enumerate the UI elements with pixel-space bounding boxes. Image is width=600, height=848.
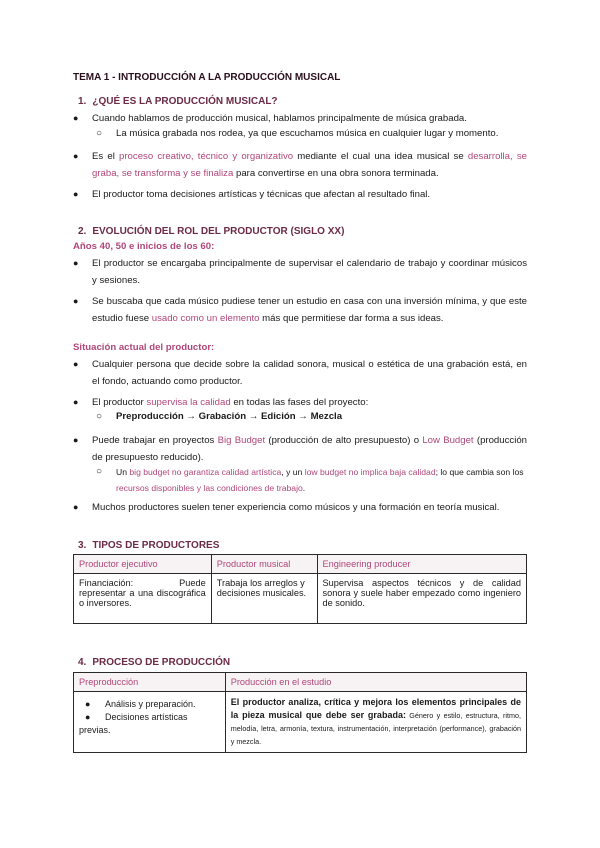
highlight: Big Budget [217,435,266,446]
circle-bullet-icon: ○ [96,128,103,139]
sub-bullet-text: Un big budget no garantiza calidad artística, y un low budget no implica baja calidad; lo que cambia son los recursos disponibles y las condiciones de trabajo. [116,467,524,493]
table-cell: Financiación: Puede representar a una discográfica o inversores. [74,574,212,624]
sub-list-item [96,409,526,425]
bullet-icon: ● [73,113,79,123]
list-item: ● Decisiones artísticas previas. [79,712,188,735]
list-item [73,110,527,127]
table-cell [74,692,226,753]
circle-bullet-icon: ○ [96,411,103,422]
section-4-title: PROCESO DE PRODUCCIÓN [92,657,231,668]
sub-bullet-text: La música grabada nos rodea, ya que escuchamos música en cualquier lugar y momento. [116,128,499,139]
sub-bullet-text: Preproducción → Grabación → Edición → Mezcla [116,411,343,422]
table-row [74,692,527,753]
bullet-icon: ● [73,359,79,369]
section-4-number: 4. [78,657,87,668]
bullet-text: Se buscaba que cada músico pudiese tener un estudio en casa con una inversión mínima, y que este estudio fuese usado como un elemento más que permitiese dar forma a sus ideas. [92,296,527,324]
table-cell: El productor analiza, crítica y mejora los elementos principales de la pieza musical que debe ser grabada: Género y estilo, estructura, ritmo, melodía, letra, armonía, textura, instrumentación, interpretación (performance), grabación y mezcla. [225,692,526,753]
section-3-title: TIPOS DE PRODUCTORES [92,540,220,551]
producer-types-table [73,554,527,624]
highlight: low budget no implica baja calidad [304,467,436,477]
highlight: recursos disponibles y las condiciones de trabajo [116,483,303,493]
list-item [73,293,527,327]
table-header-cell: Productor ejecutivo [74,555,212,574]
section-3-heading [78,540,219,551]
section-2-title: EVOLUCIÓN DEL ROL DEL PRODUCTOR (SIGLO XX) [92,226,345,237]
section-3-number: 3. [78,540,87,551]
bullet-icon: ● [73,258,79,268]
table-header-cell: Producción en el estudio [225,673,526,692]
table-header-cell: Productor musical [211,555,317,574]
bullet-icon: ● [73,296,79,306]
table-header-row [74,673,527,692]
bullet-icon: ● [73,435,79,445]
production-process-table [73,672,527,753]
bullet-icon: ● [73,151,79,161]
bullet-icon: ● [85,699,91,709]
table-header-cell: Engineering producer [317,555,526,574]
list-item [73,255,527,289]
table-row [74,574,527,624]
current-subheading: Situación actual del productor: [73,342,215,353]
bullet-icon: ● [73,189,79,199]
table-cell: Trabaja los arreglos y decisiones musicales. [211,574,317,624]
bullet-text: Cualquier persona que decide sobre la calidad sonora, musical o estética de una grabación está, en el fondo, actuando como productor. [92,359,527,387]
list-item [73,186,527,203]
highlight: supervisa la calidad [146,397,231,408]
sub-list-item [96,464,526,496]
bullet-text: Es el proceso creativo, técnico y organizativo mediante el cual una idea musical se desarrolla, se graba, se transforma y se finaliza para convertirse en una obra sonora terminada. [92,151,527,179]
table-header-cell: Preproducción [74,673,226,692]
table-header-row [74,555,527,574]
bullet-text: El productor se encargaba principalmente de supervisar el calendario de trabajo y coordinar músicos y sesiones. [92,258,527,286]
highlight: desarrolla, se graba, se transforma y se finaliza [92,151,527,179]
bullet-icon: ● [73,502,79,512]
bullet-text: Cuando hablamos de producción musical, hablamos principalmente de música grabada. [92,113,467,124]
table-cell: Supervisa aspectos técnicos y de calidad sonora y suele haber empezado como ingeniero de sonido. [317,574,526,624]
list-item [73,432,527,466]
list-item [73,499,527,516]
section-2-heading [78,226,344,237]
highlight: Low Budget [422,435,474,446]
bullet-icon: ● [73,397,79,407]
document-title: TEMA 1 - INTRODUCCIÓN A LA PRODUCCIÓN MUSICAL [73,72,341,83]
circle-bullet-icon: ○ [96,466,103,477]
list-item: ● Análisis y preparación. [79,698,220,711]
bullet-text: Muchos productores suelen tener experiencia como músicos y una formación en teoría musical. [92,502,500,513]
era-subheading: Años 40, 50 e inicios de los 60: [73,241,215,252]
section-1-heading [78,96,278,107]
highlight: big budget no garantiza calidad artística [129,467,282,477]
list-item [73,356,527,390]
bullet-text: Puede trabajar en proyectos Big Budget (producción de alto presupuesto) o Low Budget (producción de presupuesto reducido). [92,435,528,463]
section-2-number: 2. [78,226,87,237]
section-1-number: 1. [78,96,87,107]
sub-list-item [96,126,526,142]
bullet-text: El productor toma decisiones artísticas y técnicas que afectan al resultado final. [92,189,431,200]
section-1-title: ¿QUÉ ES LA PRODUCCIÓN MUSICAL? [92,96,278,107]
bullet-text: El productor supervisa la calidad en todas las fases del proyecto: [92,397,369,408]
bullet-icon: ● [85,712,91,722]
highlight: usado como un elemento [151,313,260,324]
highlight: proceso creativo, técnico y organizativo [119,151,294,162]
list-item [73,148,527,182]
section-4-heading [78,657,230,668]
